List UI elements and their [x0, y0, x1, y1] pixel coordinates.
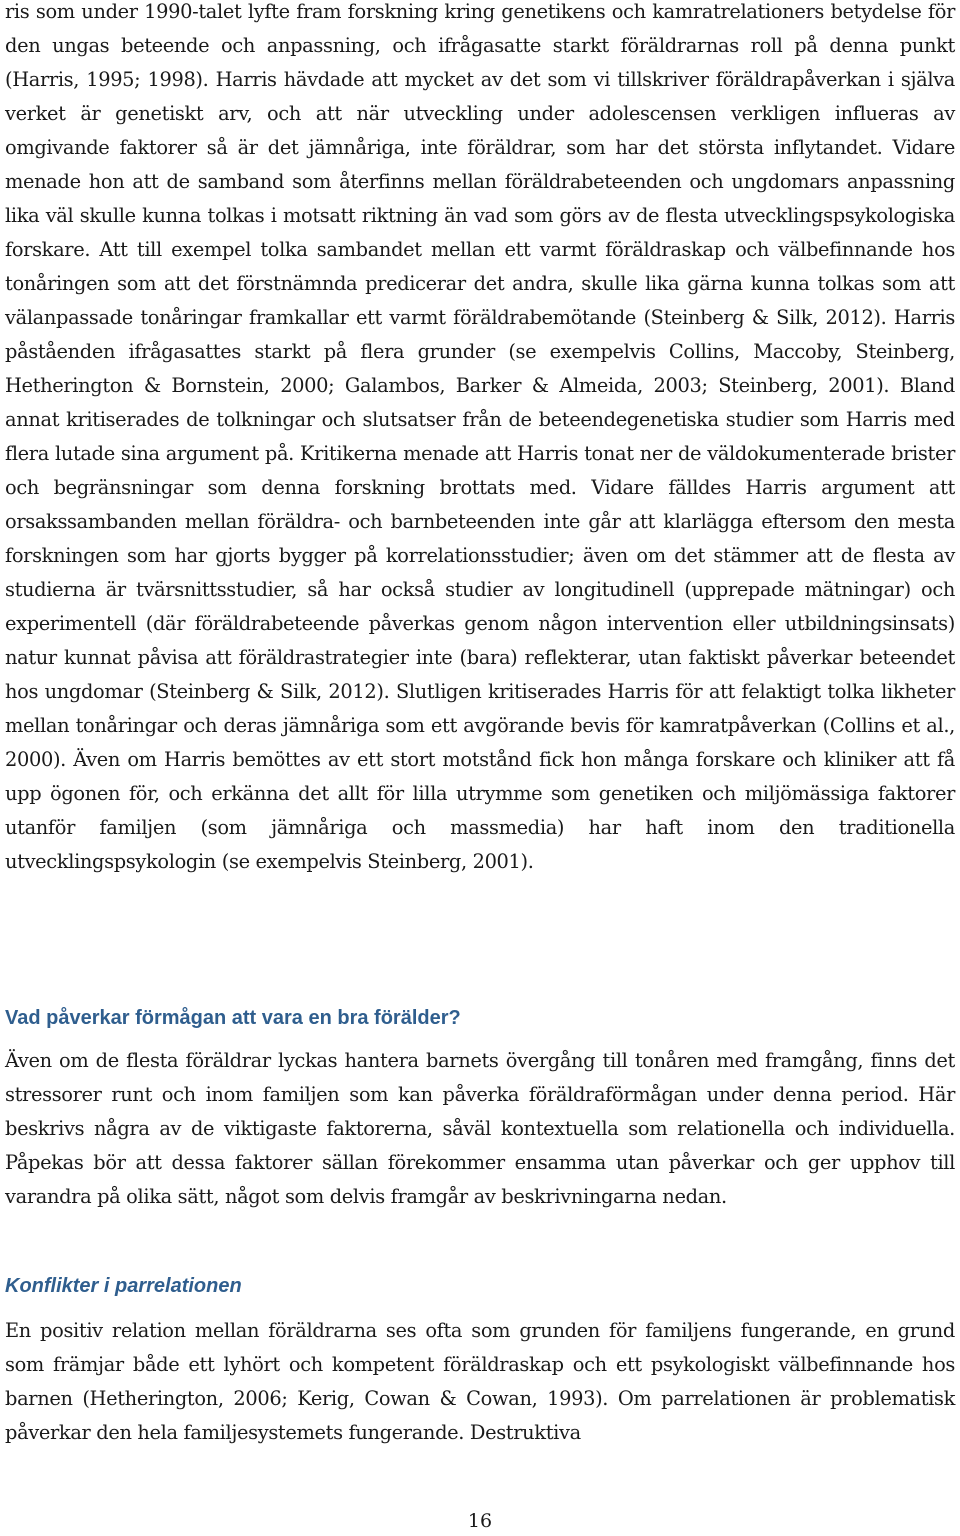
- subsection-heading-couple-conflicts: Konflikter i parrelationen: [5, 1275, 242, 1297]
- body-paragraph-3: En positiv relation mellan föräldrarna ses ofta som grunden för familjens fungerande, en grund som främjar både ett lyhört och kompetent föräldraskap och ett psykologiskt välbefinnande hos barnen (Hetherington, 2006; Kerig, Cowan & Cowan, 1993). Om parrelationen är problematisk påverkar den hela familjesystemets fungerande. Destruktiva: [5, 1319, 955, 1444]
- body-paragraph-1: ris som under 1990-talet lyfte fram forskning kring genetikens och kamratrelationers betydelse för den ungas beteende och anpassning, och ifrågasatte starkt föräldrarnas roll på denna punkt (Harris, 1995; 1998). Harris hävdade att mycket av det som vi tillskriver föräldrapåverkan i själva verket är genetiskt arv, och att när utveckling under adolescensen verkligen influeras av omgivande faktorer så är det jämnåriga, inte föräldrar, som har det största inflytandet. Vidare menade hon att de samband som återfinns mellan föräldrabeteenden och ungdomars anpassning lika väl skulle kunna tolkas i motsatt riktning än vad som görs av de flesta utvecklingspsykologiska forskare. Att till exempel tolka sambandet mellan ett varmt föräldraskap och välbefinnande hos tonåringen som att det förstnämnda predicerar det andra, skulle lika gärna kunna tolkas som att välanpassade tonåringar framkallar ett varmt föräldrabemötande (Steinberg & Silk, 2012). Harris påståenden ifrågasattes starkt på flera grunder (se exempelvis Collins, Maccoby, Steinberg, Hetherington & Bornstein, 2000; Galambos, Barker & Almeida, 2003; Steinberg, 2001). Bland annat kritiserades de tolkningar och slutsatser från de beteendegenetiska studier som Harris med flera lutade sina argument på. Kritikerna menade att Harris tonat ner de väldokumenterade brister och begränsningar som denna forskning brottats med. Vidare fälldes Harris argument att orsakssambanden mellan föräldra- och barnbeteenden inte går att klarlägga eftersom den mesta forskningen som har gjorts bygger på korrelationsstudier; även om det stämmer att de flesta av studierna är tvärsnittsstudier, så har också studier av longitudinell (upprepade mätningar) och experimentell (där föräldrabeteende påverkas genom någon intervention eller utbildningsinsats) natur kunnat påvisa att föräldrastrategier inte (bara) reflekterar, utan faktiskt påverkar beteendet hos ungdomar (Steinberg & Silk, 2012). Slutligen kritiserades Harris för att felaktigt tolka likheter mellan tonåringar och deras jämnåriga som ett avgörande bevis för kamratpåverkan (Collins et al., 2000). Även om Harris bemöttes av ett stort motstånd fick hon många forskare och kliniker att få upp ögonen för, och erkänna det allt för lilla utrymme som genetiken och miljömässiga faktorer utanför familjen (som jämnåriga och massmedia) har haft inom den traditionella utvecklingspsykologin (se exempelvis Steinberg, 2001).: [5, 0, 955, 873]
- body-paragraph-2: Även om de flesta föräldrar lyckas hantera barnets övergång till tonåren med framgång, finns det stressorer runt och inom familjen som kan påverka föräldraförmågan under denna period. Här beskrivs några av de viktigaste faktorerna, såväl kontextuella som relationella och individuella. Påpekas bör att dessa faktorer sällan förekommer ensamma utan påverkar och ger upphov till varandra på olika sätt, något som delvis framgår av beskrivningarna nedan.: [5, 1049, 955, 1208]
- section-heading-parenting-ability: Vad påverkar förmågan att vara en bra förälder?: [5, 1007, 461, 1029]
- page-number: 16: [467, 1510, 493, 1532]
